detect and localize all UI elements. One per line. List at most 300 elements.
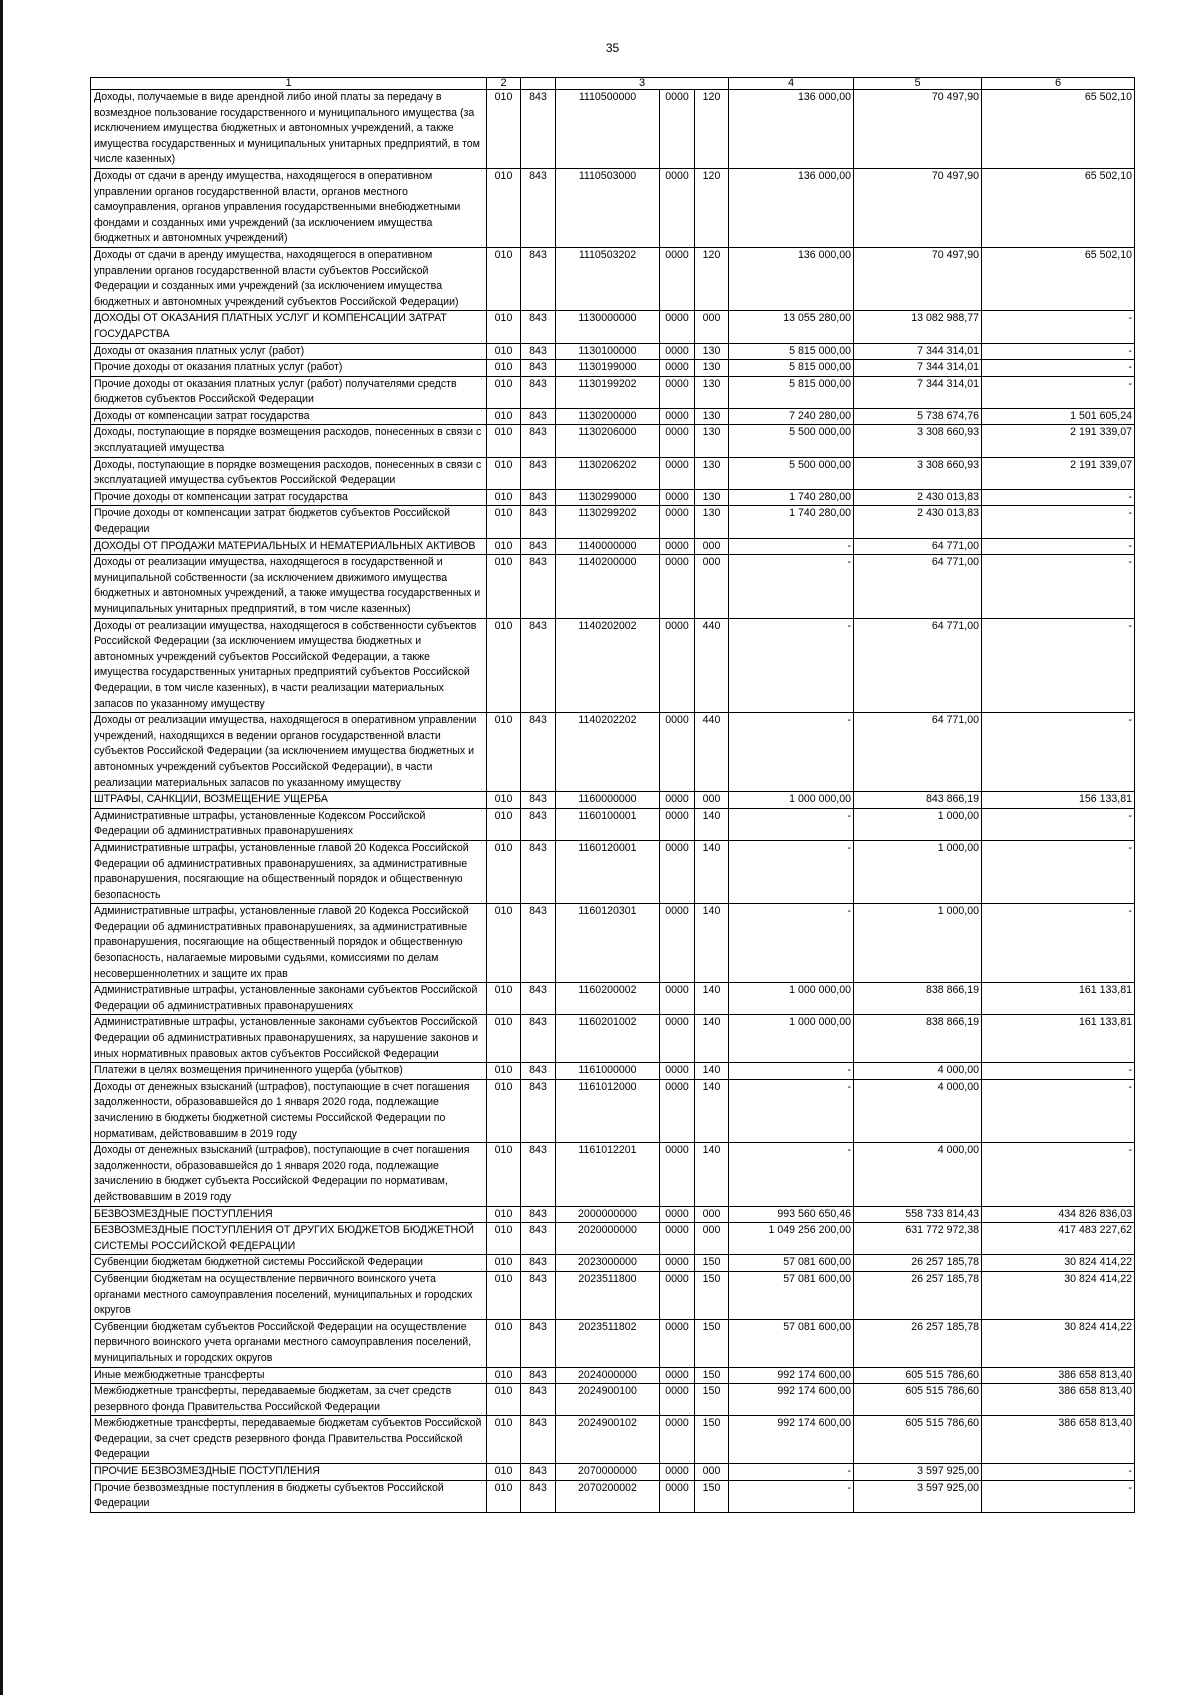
code-kosgu: 130 (695, 489, 729, 506)
table-row (91, 489, 1135, 506)
code-chief: 843 (521, 1367, 556, 1384)
code-kosgu: 140 (695, 983, 729, 1015)
code-chief: 843 (521, 713, 556, 792)
code-kbk: 1140000000 (556, 538, 660, 555)
executed-amount: 3 308 660,93 (854, 457, 982, 489)
planned-amount: 5 500 000,00 (729, 457, 854, 489)
planned-amount: - (729, 1079, 854, 1142)
code-kosgu: 140 (695, 840, 729, 903)
row-name: Прочие доходы от компенсации затрат бюджетов субъектов Российской Федерации (91, 506, 487, 538)
row-name: Доходы от сдачи в аренду имущества, находящегося в оперативном управлении органов государственной власти, органов местного самоуправления, органов управления государственными внебюджетными фондами и созданных ими учреждений (за исключением имущества бюджетных и автономных учреждений) (91, 168, 487, 247)
row-name: ПРОЧИЕ БЕЗВОЗМЕЗДНЫЕ ПОСТУПЛЕНИЯ (91, 1464, 487, 1481)
code-subtype: 0000 (660, 1063, 695, 1080)
planned-amount: 136 000,00 (729, 168, 854, 247)
executed-amount: 64 771,00 (854, 555, 982, 618)
unexecuted-amount: - (982, 506, 1135, 538)
row-name: Доходы, получаемые в виде арендной либо иной платы за передачу в возмездное пользование государственного и муниципального имущества (за исключением имущества бюджетных и автономных учреждений, а также имущества государственных и муниципальных унитарных предприятий, в том числе казенных) (91, 90, 487, 169)
code-subtype: 0000 (660, 457, 695, 489)
table-row (91, 343, 1135, 360)
code-chief: 843 (521, 840, 556, 903)
code-kbk: 1160201002 (556, 1015, 660, 1063)
planned-amount: 1 000 000,00 (729, 983, 854, 1015)
code-chief: 843 (521, 792, 556, 809)
code-admin: 010 (487, 1255, 521, 1272)
planned-amount: - (729, 1464, 854, 1481)
code-subtype: 0000 (660, 904, 695, 983)
table-row (91, 1223, 1135, 1255)
unexecuted-amount: - (982, 1079, 1135, 1142)
executed-amount: 605 515 786,60 (854, 1367, 982, 1384)
code-chief: 843 (521, 1079, 556, 1142)
executed-amount: 26 257 185,78 (854, 1271, 982, 1319)
code-subtype: 0000 (660, 425, 695, 457)
row-name: Прочие доходы от оказания платных услуг (работ) (91, 360, 487, 377)
code-kosgu: 000 (695, 311, 729, 343)
code-kosgu: 130 (695, 408, 729, 425)
planned-amount: - (729, 904, 854, 983)
row-name: Административные штрафы, установленные Кодексом Российской Федерации об административных правонарушениях (91, 808, 487, 840)
code-subtype: 0000 (660, 538, 695, 555)
table-row (91, 1319, 1135, 1367)
header-cell: 5 (854, 78, 982, 90)
executed-amount: 64 771,00 (854, 618, 982, 713)
code-subtype: 0000 (660, 376, 695, 408)
code-subtype: 0000 (660, 1384, 695, 1416)
code-subtype: 0000 (660, 1143, 695, 1206)
executed-amount: 70 497,90 (854, 247, 982, 310)
executed-amount: 26 257 185,78 (854, 1255, 982, 1272)
code-admin: 010 (487, 840, 521, 903)
code-subtype: 0000 (660, 1416, 695, 1464)
planned-amount: 992 174 600,00 (729, 1367, 854, 1384)
code-kosgu: 130 (695, 360, 729, 377)
unexecuted-amount: 156 133,81 (982, 792, 1135, 809)
code-kosgu: 000 (695, 1206, 729, 1223)
planned-amount: 57 081 600,00 (729, 1271, 854, 1319)
revenue-table (90, 77, 1135, 1513)
code-kosgu: 150 (695, 1271, 729, 1319)
row-name: БЕЗВОЗМЕЗДНЫЕ ПОСТУПЛЕНИЯ (91, 1206, 487, 1223)
executed-amount: 1 000,00 (854, 808, 982, 840)
table-row (91, 1271, 1135, 1319)
code-chief: 843 (521, 1015, 556, 1063)
unexecuted-amount: 30 824 414,22 (982, 1255, 1135, 1272)
executed-amount: 558 733 814,43 (854, 1206, 982, 1223)
code-kbk: 1140200000 (556, 555, 660, 618)
row-name: Иные межбюджетные трансферты (91, 1367, 487, 1384)
executed-amount: 7 344 314,01 (854, 376, 982, 408)
code-subtype: 0000 (660, 840, 695, 903)
code-kbk: 1161012000 (556, 1079, 660, 1142)
code-chief: 843 (521, 360, 556, 377)
table-row (91, 904, 1135, 983)
code-kbk: 2000000000 (556, 1206, 660, 1223)
unexecuted-amount: 65 502,10 (982, 247, 1135, 310)
unexecuted-amount: - (982, 713, 1135, 792)
code-subtype: 0000 (660, 983, 695, 1015)
code-subtype: 0000 (660, 90, 695, 169)
unexecuted-amount: 161 133,81 (982, 983, 1135, 1015)
code-kosgu: 150 (695, 1367, 729, 1384)
code-kosgu: 120 (695, 247, 729, 310)
code-admin: 010 (487, 1079, 521, 1142)
code-admin: 010 (487, 1319, 521, 1367)
code-subtype: 0000 (660, 1271, 695, 1319)
executed-amount: 605 515 786,60 (854, 1416, 982, 1464)
code-chief: 843 (521, 376, 556, 408)
unexecuted-amount: 65 502,10 (982, 168, 1135, 247)
code-subtype: 0000 (660, 1255, 695, 1272)
code-chief: 843 (521, 1319, 556, 1367)
planned-amount: - (729, 713, 854, 792)
code-subtype: 0000 (660, 1223, 695, 1255)
code-kbk: 2020000000 (556, 1223, 660, 1255)
unexecuted-amount: - (982, 904, 1135, 983)
unexecuted-amount: - (982, 360, 1135, 377)
table-row (91, 538, 1135, 555)
executed-amount: 70 497,90 (854, 90, 982, 169)
header-cell: 2 (487, 78, 521, 90)
code-chief: 843 (521, 1223, 556, 1255)
executed-amount: 13 082 988,77 (854, 311, 982, 343)
code-admin: 010 (487, 983, 521, 1015)
code-admin: 010 (487, 425, 521, 457)
table-row (91, 425, 1135, 457)
code-admin: 010 (487, 1206, 521, 1223)
code-kbk: 2070000000 (556, 1464, 660, 1481)
scan-edge (0, 0, 3, 1695)
table-row (91, 408, 1135, 425)
executed-amount: 5 738 674,76 (854, 408, 982, 425)
code-kosgu: 130 (695, 376, 729, 408)
code-subtype: 0000 (660, 1079, 695, 1142)
page-number: 35 (605, 41, 620, 55)
code-subtype: 0000 (660, 618, 695, 713)
code-admin: 010 (487, 489, 521, 506)
planned-amount: 5 815 000,00 (729, 376, 854, 408)
code-kosgu: 150 (695, 1480, 729, 1512)
header-cell: 4 (729, 78, 854, 90)
row-name: Доходы от реализации имущества, находящегося в государственной и муниципальной собственности (за исключением движимого имущества бюджетных и автономных учреждений, а также имущества государственных и муниципальных унитарных предприятий, в том числе казенных) (91, 555, 487, 618)
unexecuted-amount: - (982, 618, 1135, 713)
header-cell: 3 (556, 78, 729, 90)
code-kosgu: 000 (695, 555, 729, 618)
row-name: Доходы, поступающие в порядке возмещения расходов, понесенных в связи с эксплуатацией имущества субъектов Российской Федерации (91, 457, 487, 489)
code-kosgu: 130 (695, 506, 729, 538)
executed-amount: 843 866,19 (854, 792, 982, 809)
table-row (91, 1384, 1135, 1416)
executed-amount: 7 344 314,01 (854, 360, 982, 377)
code-chief: 843 (521, 555, 556, 618)
row-name: Административные штрафы, установленные главой 20 Кодекса Российской Федерации об административных правонарушениях, за административные правонарушения, посягающие на общественный порядок и общественную безопасность (91, 840, 487, 903)
planned-amount: - (729, 808, 854, 840)
executed-amount: 1 000,00 (854, 904, 982, 983)
code-admin: 010 (487, 555, 521, 618)
planned-amount: 5 815 000,00 (729, 360, 854, 377)
code-admin: 010 (487, 1063, 521, 1080)
code-admin: 010 (487, 247, 521, 310)
planned-amount: 1 000 000,00 (729, 1015, 854, 1063)
row-name: Прочие доходы от оказания платных услуг (работ) получателями средств бюджетов субъектов Российской Федерации (91, 376, 487, 408)
executed-amount: 3 597 925,00 (854, 1480, 982, 1512)
code-kosgu: 150 (695, 1416, 729, 1464)
planned-amount: 57 081 600,00 (729, 1255, 854, 1272)
row-name: Доходы от реализации имущества, находящегося в оперативном управлении учреждений, находящихся в ведении органов государственной власти субъектов Российской Федерации (за исключением имущества бюджетных и автономных учреждений субъектов Российской Федерации), в части реализации материальных запасов по указанному имуществу (91, 713, 487, 792)
planned-amount: 7 240 280,00 (729, 408, 854, 425)
code-subtype: 0000 (660, 506, 695, 538)
table-row (91, 1480, 1135, 1512)
planned-amount: 993 560 650,46 (729, 1206, 854, 1223)
code-kbk: 1130200000 (556, 408, 660, 425)
executed-amount: 3 308 660,93 (854, 425, 982, 457)
code-chief: 843 (521, 1464, 556, 1481)
code-kbk: 1130206202 (556, 457, 660, 489)
code-chief: 843 (521, 408, 556, 425)
code-kosgu: 130 (695, 343, 729, 360)
code-kosgu: 140 (695, 1063, 729, 1080)
executed-amount: 4 000,00 (854, 1143, 982, 1206)
planned-amount: - (729, 1480, 854, 1512)
code-subtype: 0000 (660, 343, 695, 360)
executed-amount: 2 430 013,83 (854, 489, 982, 506)
code-subtype: 0000 (660, 1480, 695, 1512)
row-name: ДОХОДЫ ОТ ОКАЗАНИЯ ПЛАТНЫХ УСЛУГ И КОМПЕНСАЦИИ ЗАТРАТ ГОСУДАРСТВА (91, 311, 487, 343)
unexecuted-amount: - (982, 343, 1135, 360)
row-name: Доходы от денежных взысканий (штрафов), поступающие в счет погашения задолженности, образовавшейся до 1 января 2020 года, подлежащие зачислению в бюджет субъекта Российской Федерации по нормативам, действовавшим в 2019 году (91, 1143, 487, 1206)
table-row (91, 1464, 1135, 1481)
code-chief: 843 (521, 457, 556, 489)
table-row (91, 457, 1135, 489)
code-admin: 010 (487, 506, 521, 538)
code-kbk: 2023511800 (556, 1271, 660, 1319)
code-kosgu: 150 (695, 1319, 729, 1367)
code-subtype: 0000 (660, 1319, 695, 1367)
unexecuted-amount: 2 191 339,07 (982, 425, 1135, 457)
table-row (91, 1255, 1135, 1272)
header-cell: 6 (982, 78, 1135, 90)
executed-amount: 26 257 185,78 (854, 1319, 982, 1367)
code-chief: 843 (521, 1271, 556, 1319)
code-chief: 843 (521, 311, 556, 343)
code-subtype: 0000 (660, 360, 695, 377)
unexecuted-amount: - (982, 555, 1135, 618)
code-subtype: 0000 (660, 1464, 695, 1481)
code-chief: 843 (521, 247, 556, 310)
unexecuted-amount: - (982, 1480, 1135, 1512)
unexecuted-amount: - (982, 538, 1135, 555)
code-subtype: 0000 (660, 408, 695, 425)
code-chief: 843 (521, 168, 556, 247)
code-admin: 010 (487, 1143, 521, 1206)
planned-amount: 992 174 600,00 (729, 1416, 854, 1464)
executed-amount: 64 771,00 (854, 713, 982, 792)
code-kbk: 1110503000 (556, 168, 660, 247)
planned-amount: - (729, 1143, 854, 1206)
planned-amount: - (729, 1063, 854, 1080)
code-kbk: 2070200002 (556, 1480, 660, 1512)
code-admin: 010 (487, 376, 521, 408)
planned-amount: 13 055 280,00 (729, 311, 854, 343)
code-kbk: 2024900102 (556, 1416, 660, 1464)
code-kbk: 1130199000 (556, 360, 660, 377)
executed-amount: 3 597 925,00 (854, 1464, 982, 1481)
planned-amount: 136 000,00 (729, 90, 854, 169)
column-number-header (91, 78, 1135, 90)
code-kbk: 1160120001 (556, 840, 660, 903)
code-kosgu: 120 (695, 90, 729, 169)
code-kbk: 1130299000 (556, 489, 660, 506)
code-admin: 010 (487, 90, 521, 169)
planned-amount: 1 000 000,00 (729, 792, 854, 809)
table-row (91, 1079, 1135, 1142)
row-name: Субвенции бюджетам на осуществление первичного воинского учета органами местного самоуправления поселений, муниципальных и городских округов (91, 1271, 487, 1319)
code-kbk: 2024900100 (556, 1384, 660, 1416)
table-row (91, 1367, 1135, 1384)
code-kbk: 2024000000 (556, 1367, 660, 1384)
unexecuted-amount: 386 658 813,40 (982, 1416, 1135, 1464)
table-row (91, 247, 1135, 310)
code-kosgu: 140 (695, 1143, 729, 1206)
code-kbk: 1161000000 (556, 1063, 660, 1080)
code-chief: 843 (521, 618, 556, 713)
unexecuted-amount: 161 133,81 (982, 1015, 1135, 1063)
unexecuted-amount: 30 824 414,22 (982, 1319, 1135, 1367)
unexecuted-amount: 386 658 813,40 (982, 1367, 1135, 1384)
code-kbk: 2023000000 (556, 1255, 660, 1272)
row-name: Административные штрафы, установленные главой 20 Кодекса Российской Федерации об административных правонарушениях, за административные правонарушения, посягающие на общественный порядок и общественную безопасность, налагаемые мировыми судьями, комиссиями по делам несовершеннолетних и защите их прав (91, 904, 487, 983)
table-row (91, 983, 1135, 1015)
row-name: Доходы от денежных взысканий (штрафов), поступающие в счет погашения задолженности, образовавшейся до 1 января 2020 года, подлежащие зачислению в бюджеты бюджетной системы Российской Федерации по нормативам, действовавшим в 2019 году (91, 1079, 487, 1142)
unexecuted-amount: - (982, 1063, 1135, 1080)
code-subtype: 0000 (660, 168, 695, 247)
code-subtype: 0000 (660, 792, 695, 809)
code-admin: 010 (487, 1015, 521, 1063)
code-kbk: 1130199202 (556, 376, 660, 408)
code-chief: 843 (521, 1206, 556, 1223)
code-kbk: 1160200002 (556, 983, 660, 1015)
executed-amount: 1 000,00 (854, 840, 982, 903)
code-kbk: 1140202002 (556, 618, 660, 713)
executed-amount: 2 430 013,83 (854, 506, 982, 538)
executed-amount: 4 000,00 (854, 1079, 982, 1142)
executed-amount: 838 866,19 (854, 983, 982, 1015)
code-kbk: 1110503202 (556, 247, 660, 310)
planned-amount: 1 049 256 200,00 (729, 1223, 854, 1255)
code-subtype: 0000 (660, 808, 695, 840)
planned-amount: 1 740 280,00 (729, 489, 854, 506)
code-subtype: 0000 (660, 247, 695, 310)
planned-amount: 5 815 000,00 (729, 343, 854, 360)
code-admin: 010 (487, 311, 521, 343)
row-name: Межбюджетные трансферты, передаваемые бюджетам субъектов Российской Федерации, за счет средств резервного фонда Правительства Российской Федерации (91, 1416, 487, 1464)
unexecuted-amount: - (982, 376, 1135, 408)
planned-amount: - (729, 618, 854, 713)
code-admin: 010 (487, 1271, 521, 1319)
planned-amount: - (729, 555, 854, 618)
code-chief: 843 (521, 808, 556, 840)
code-kosgu: 000 (695, 1464, 729, 1481)
code-admin: 010 (487, 1367, 521, 1384)
code-admin: 010 (487, 713, 521, 792)
code-kosgu: 130 (695, 457, 729, 489)
table-row (91, 792, 1135, 809)
table-row (91, 808, 1135, 840)
row-name: Субвенции бюджетам бюджетной системы Российской Федерации (91, 1255, 487, 1272)
table-row (91, 376, 1135, 408)
code-subtype: 0000 (660, 1206, 695, 1223)
table-row (91, 1015, 1135, 1063)
executed-amount: 4 000,00 (854, 1063, 982, 1080)
code-admin: 010 (487, 1384, 521, 1416)
executed-amount: 631 772 972,38 (854, 1223, 982, 1255)
code-subtype: 0000 (660, 555, 695, 618)
code-admin: 010 (487, 343, 521, 360)
code-kosgu: 150 (695, 1255, 729, 1272)
code-subtype: 0000 (660, 1015, 695, 1063)
unexecuted-amount: - (982, 808, 1135, 840)
table-row (91, 1206, 1135, 1223)
code-admin: 010 (487, 168, 521, 247)
planned-amount: - (729, 538, 854, 555)
code-kbk: 1130299202 (556, 506, 660, 538)
code-kosgu: 150 (695, 1384, 729, 1416)
code-chief: 843 (521, 425, 556, 457)
table-row (91, 90, 1135, 169)
code-kbk: 1130000000 (556, 311, 660, 343)
executed-amount: 605 515 786,60 (854, 1384, 982, 1416)
code-chief: 843 (521, 506, 556, 538)
row-name: БЕЗВОЗМЕЗДНЫЕ ПОСТУПЛЕНИЯ ОТ ДРУГИХ БЮДЖЕТОВ БЮДЖЕТНОЙ СИСТЕМЫ РОССИЙСКОЙ ФЕДЕРАЦИИ (91, 1223, 487, 1255)
table-row (91, 1416, 1135, 1464)
unexecuted-amount: - (982, 311, 1135, 343)
executed-amount: 70 497,90 (854, 168, 982, 247)
code-chief: 843 (521, 904, 556, 983)
code-admin: 010 (487, 1416, 521, 1464)
unexecuted-amount: - (982, 840, 1135, 903)
code-kbk: 1160100001 (556, 808, 660, 840)
unexecuted-amount: 1 501 605,24 (982, 408, 1135, 425)
code-kosgu: 140 (695, 808, 729, 840)
code-chief: 843 (521, 1143, 556, 1206)
code-kosgu: 440 (695, 618, 729, 713)
row-name: Доходы, поступающие в порядке возмещения расходов, понесенных в связи с эксплуатацией имущества (91, 425, 487, 457)
code-kosgu: 120 (695, 168, 729, 247)
planned-amount: 136 000,00 (729, 247, 854, 310)
code-chief: 843 (521, 538, 556, 555)
code-chief: 843 (521, 343, 556, 360)
executed-amount: 838 866,19 (854, 1015, 982, 1063)
unexecuted-amount: - (982, 1143, 1135, 1206)
table-row (91, 1143, 1135, 1206)
table-row (91, 713, 1135, 792)
code-kbk: 1140202202 (556, 713, 660, 792)
code-chief: 843 (521, 1416, 556, 1464)
unexecuted-amount: 386 658 813,40 (982, 1384, 1135, 1416)
row-name: Межбюджетные трансферты, передаваемые бюджетам, за счет средств резервного фонда Правительства Российской Федерации (91, 1384, 487, 1416)
planned-amount: 5 500 000,00 (729, 425, 854, 457)
code-admin: 010 (487, 618, 521, 713)
table-row (91, 168, 1135, 247)
unexecuted-amount: - (982, 1464, 1135, 1481)
code-chief: 843 (521, 90, 556, 169)
planned-amount: 992 174 600,00 (729, 1384, 854, 1416)
code-kosgu: 000 (695, 792, 729, 809)
executed-amount: 64 771,00 (854, 538, 982, 555)
table-row (91, 506, 1135, 538)
code-admin: 010 (487, 408, 521, 425)
unexecuted-amount: 417 483 227,62 (982, 1223, 1135, 1255)
code-admin: 010 (487, 1480, 521, 1512)
